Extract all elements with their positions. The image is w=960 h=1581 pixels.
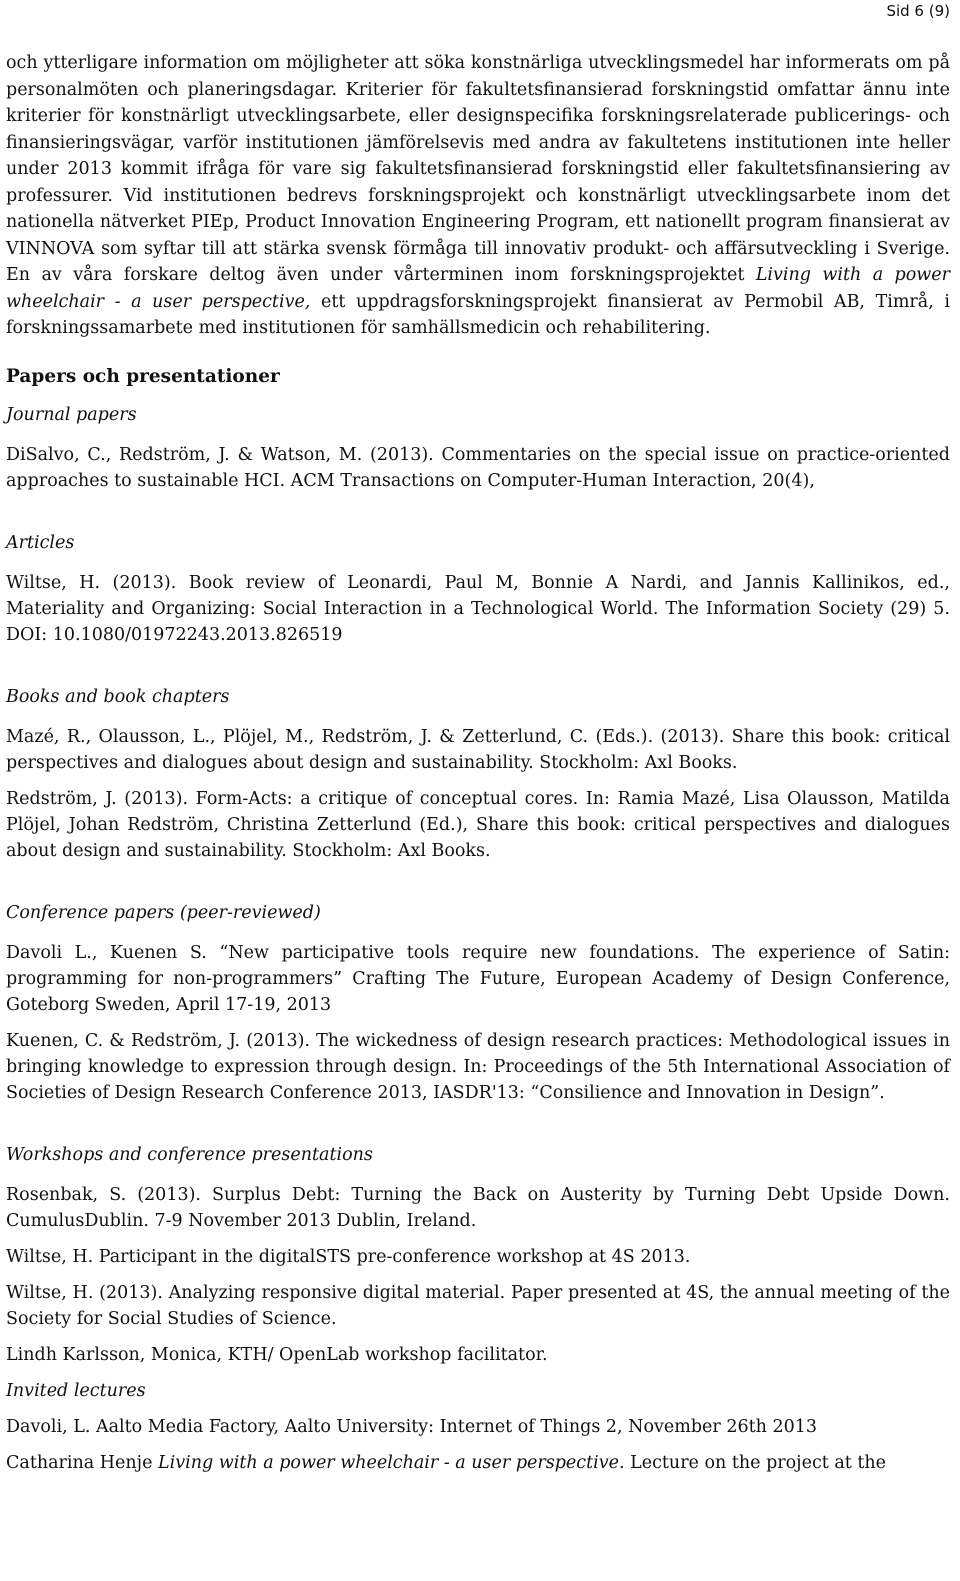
lecture-description: Lecture on the project at the [630, 1452, 887, 1473]
intro-text: och ytterligare information om möjligheter att söka konstnärliga utvecklingsmedel har informerats om på personalmöten och planeringsdagar. Kriterier för fakultetsfinansierad forskningstid omfattar ännu inte kriterier för konstnärligt utvecklingsarbete, eller designspecifika forskningsrelaterade publicerings- och finansieringsvägar, varför institutionen jämförelsevis med andra av fakultetens institutionen inte heller under 2013 kommit ifråga för vare sig fakultetsfinansierad forskningstid eller fakultetsfinansiering av professurer. Vid institutionen bedrevs forskningsprojekt och konstnärligt utvecklingsarbete inom det nationella nätverket PIEp, Product Innovation Engineering Program, ett nationellt program finansierat av VINNOVA som syftar till att stärka svensk förmåga till innovativ produkt- och affärsutveckling i Sverige. En av våra forskare deltog även under vårterminen inom forskningsprojektet [6, 53, 950, 285]
section-title: Papers och presentationer [6, 365, 280, 387]
invited-lectures-heading: Invited lectures [6, 1380, 146, 1401]
intro-paragraph [6, 50, 950, 342]
conference-entry: Kuenen, C. & Redström, J. (2013). The wickedness of design research practices: Methodological issues in bringing knowledge to expression through design. In: Proceedings of the 5th International Association of Societies of Design Research Conference 2013, IASDR'13: “Consilience and Innovation in Design”. [6, 1030, 950, 1103]
articles-heading: Articles [6, 532, 75, 553]
page-number: Sid 6 (9) [886, 2, 950, 20]
workshop-entry: Wiltse, H. (2013). Analyzing responsive digital material. Paper presented at 4S, the annual meeting of the Society for Social Studies of Science. [6, 1282, 950, 1329]
lecture-entry [6, 1450, 950, 1476]
project-title: Living with a power wheelchair - a user perspective, [6, 265, 950, 312]
book-entry: Redström, J. (2013). Form-Acts: a critique of conceptual cores. In: Ramia Mazé, Lisa Olausson, Matilda Plöjel, Johan Redström, Christina Zetterlund (Ed.), Share this book: critical perspectives and dialogues about design and sustainability. Stockholm: Axl Books. [6, 788, 950, 861]
book-entry: Mazé, R., Olausson, L., Plöjel, M., Redström, J. & Zetterlund, C. (Eds.). (2013). Share this book: critical perspectives and dialogues about design and sustainability. Stockholm: Axl Books. [6, 726, 950, 773]
workshop-entry: Lindh Karlsson, Monica, KTH/ OpenLab workshop facilitator. [6, 1344, 548, 1365]
workshops-heading: Workshops and conference presentations [6, 1144, 373, 1165]
article-entry: Wiltse, H. (2013). Book review of Leonardi, Paul M, Bonnie A Nardi, and Jannis Kallinikos, ed., Materiality and Organizing: Social Interaction in a Technological World. The Information Society (29) 5. DOI: 10.1080/01972243.2013.826519 [6, 572, 950, 645]
books-heading: Books and book chapters [6, 686, 230, 707]
document-body [6, 50, 950, 1486]
workshop-entry: Rosenbak, S. (2013). Surplus Debt: Turning the Back on Austerity by Turning Debt Upside Down. CumulusDublin. 7-9 November 2013 Dublin, Ireland. [6, 1184, 950, 1231]
journal-entry: DiSalvo, C., Redström, J. & Watson, M. (2013). Commentaries on the special issue on practice-oriented approaches to sustainable HCI. ACM Transactions on Computer-Human Interaction, 20(4), [6, 444, 950, 491]
journal-papers-heading: Journal papers [6, 404, 137, 425]
lecturer-name: Catharina Henje [6, 1452, 153, 1473]
lecture-entry: Davoli, L. Aalto Media Factory, Aalto University: Internet of Things 2, November 26th 2013 [6, 1416, 818, 1437]
workshop-entry: Wiltse, H. Participant in the digitalSTS pre-conference workshop at 4S 2013. [6, 1246, 691, 1267]
intro-text-end: ett uppdragsforskningsprojekt finansierat av Permobil AB, Timrå, i forskningssamarbete med institutionen för samhällsmedicin och rehabilitering. [6, 291, 950, 338]
conference-entry: Davoli L., Kuenen S. “New participative tools require new foundations. The experience of Satin: programming for non-programmers” Crafting The Future, European Academy of Design Conference, Goteborg Sweden, April 17-19, 2013 [6, 942, 950, 1015]
conference-papers-heading: Conference papers (peer-reviewed) [6, 902, 321, 923]
lecture-project-title: Living with a power wheelchair - a user perspective. [158, 1452, 625, 1473]
